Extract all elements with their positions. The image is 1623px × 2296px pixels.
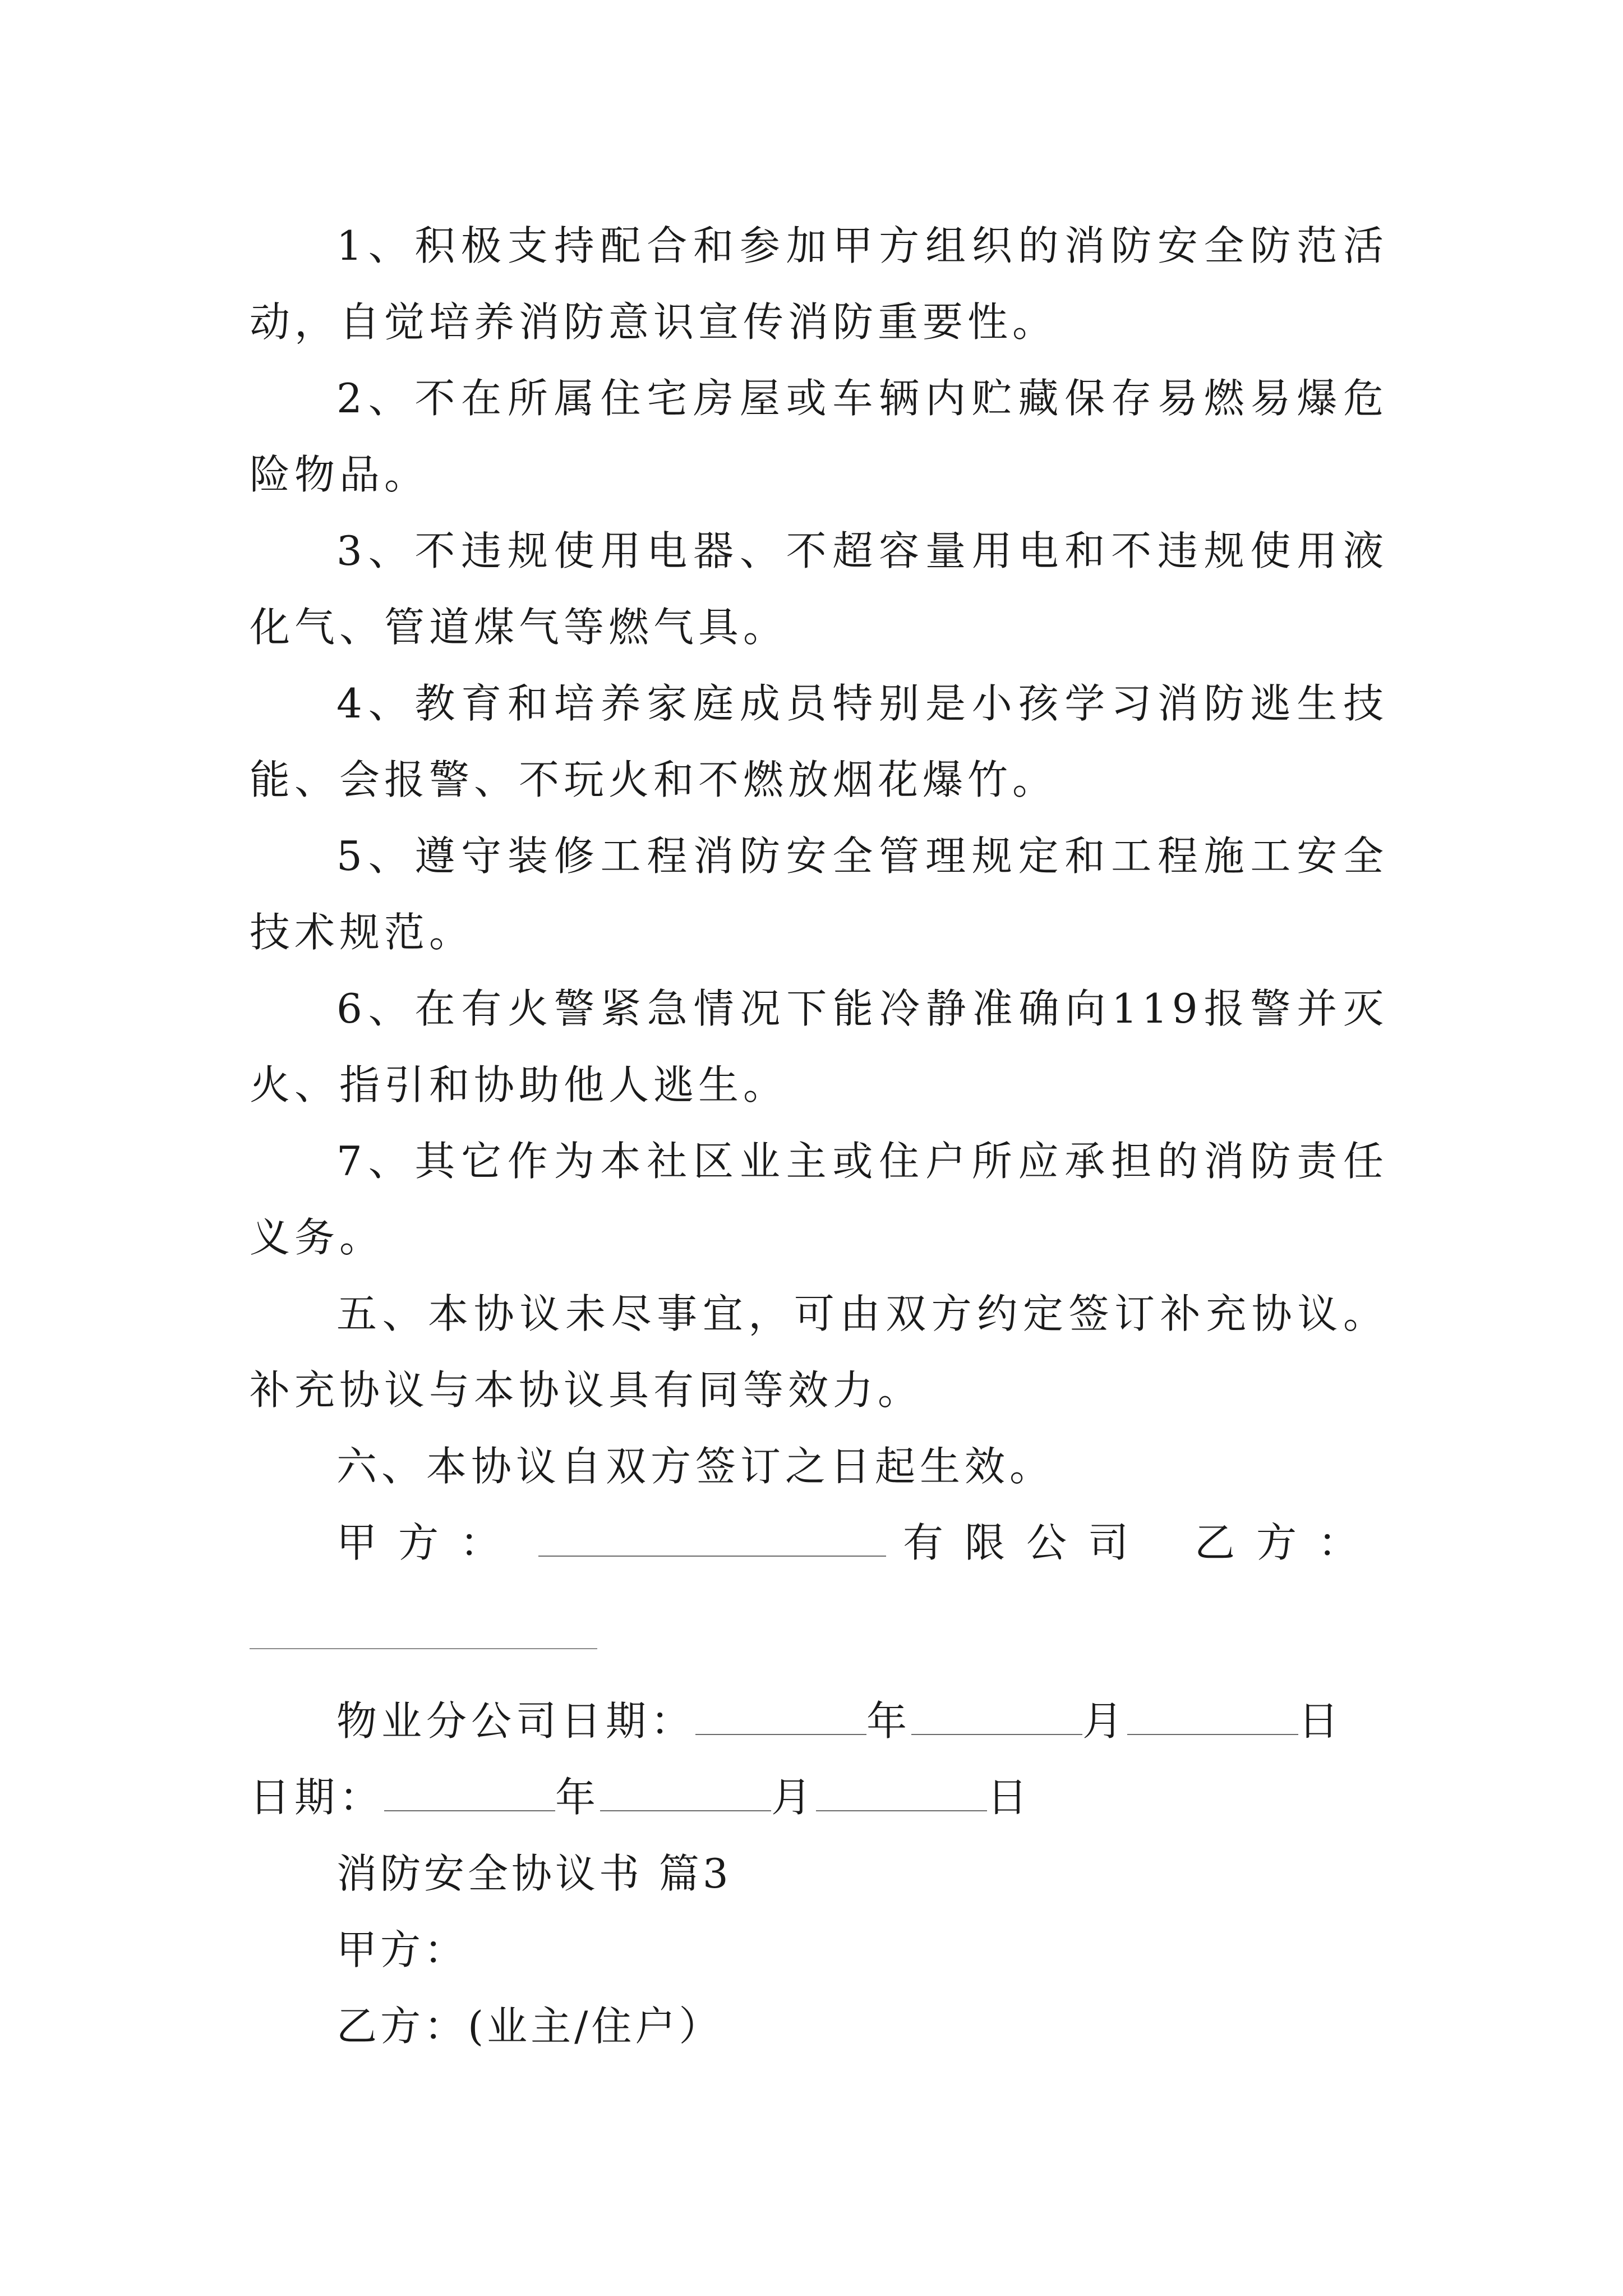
date-year-blank — [384, 1777, 555, 1811]
date-month-blank — [600, 1777, 771, 1811]
clause-5: 5、遵守装修工程消防安全管理规定和工程施工安全技术规范。 — [250, 832, 1388, 956]
day-blank — [1127, 1700, 1298, 1735]
clause-3: 3、不违规使用电器、不超容量用电和不违规使用液化气、管道煤气等燃气具。 — [250, 527, 1388, 651]
branch-date-label: 物业分公司日期： — [336, 1697, 696, 1745]
clause-2: 2、不在所属住宅房屋或车辆内贮藏保存易燃易爆危险物品。 — [250, 375, 1388, 498]
document-body — [250, 208, 1388, 2064]
clause-6: 6、在有火警紧急情况下能冷静准确向119报警并灭火、指引和协助他人逃生。 — [250, 985, 1388, 1108]
year-label: 年 — [866, 1697, 912, 1745]
party-b-label: 乙方： — [1195, 1519, 1380, 1566]
clause-1: 1、积极支持配合和参加甲方组织的消防安全防范活动，自觉培养消防意识宣传消防重要性。 — [250, 222, 1388, 346]
date-day-label: 日 — [987, 1774, 1032, 1821]
article-6: 六、本协议自双方签订之日起生效。 — [336, 1443, 1055, 1490]
section-title: 消防安全协议书 篇3 — [336, 1850, 732, 1897]
date-month-label: 月 — [771, 1774, 817, 1821]
month-label: 月 — [1082, 1697, 1128, 1745]
date-year-label: 年 — [555, 1774, 601, 1821]
company-suffix: 有限公司 — [903, 1519, 1150, 1566]
date-day-blank — [816, 1777, 987, 1811]
branch-date-row — [250, 1683, 1388, 1759]
section-party-b: 乙方：(业主/住户） — [336, 2003, 723, 2050]
clause-4: 4、教育和培养家庭成员特别是小孩学习消防逃生技能、会报警、不玩火和不燃放烟花爆竹。 — [250, 680, 1388, 803]
party-b-blank — [250, 1648, 597, 1649]
party-a-label: 甲方： — [336, 1519, 522, 1566]
month-blank — [911, 1700, 1082, 1735]
date-label: 日期： — [250, 1774, 385, 1821]
clause-7: 7、其它作为本社区业主或住户所应承担的消防责任义务。 — [250, 1138, 1388, 1261]
party-a-blank — [538, 1522, 886, 1557]
article-5: 五、本协议未尽事宜，可由双方约定签订补充协议。补充协议与本协议具有同等效力。 — [250, 1290, 1388, 1414]
day-label: 日 — [1298, 1697, 1344, 1745]
date-row — [250, 1759, 1388, 1835]
signature-row — [250, 1504, 1388, 1581]
section-party-a: 甲方： — [336, 1926, 468, 1973]
year-blank — [695, 1700, 866, 1735]
